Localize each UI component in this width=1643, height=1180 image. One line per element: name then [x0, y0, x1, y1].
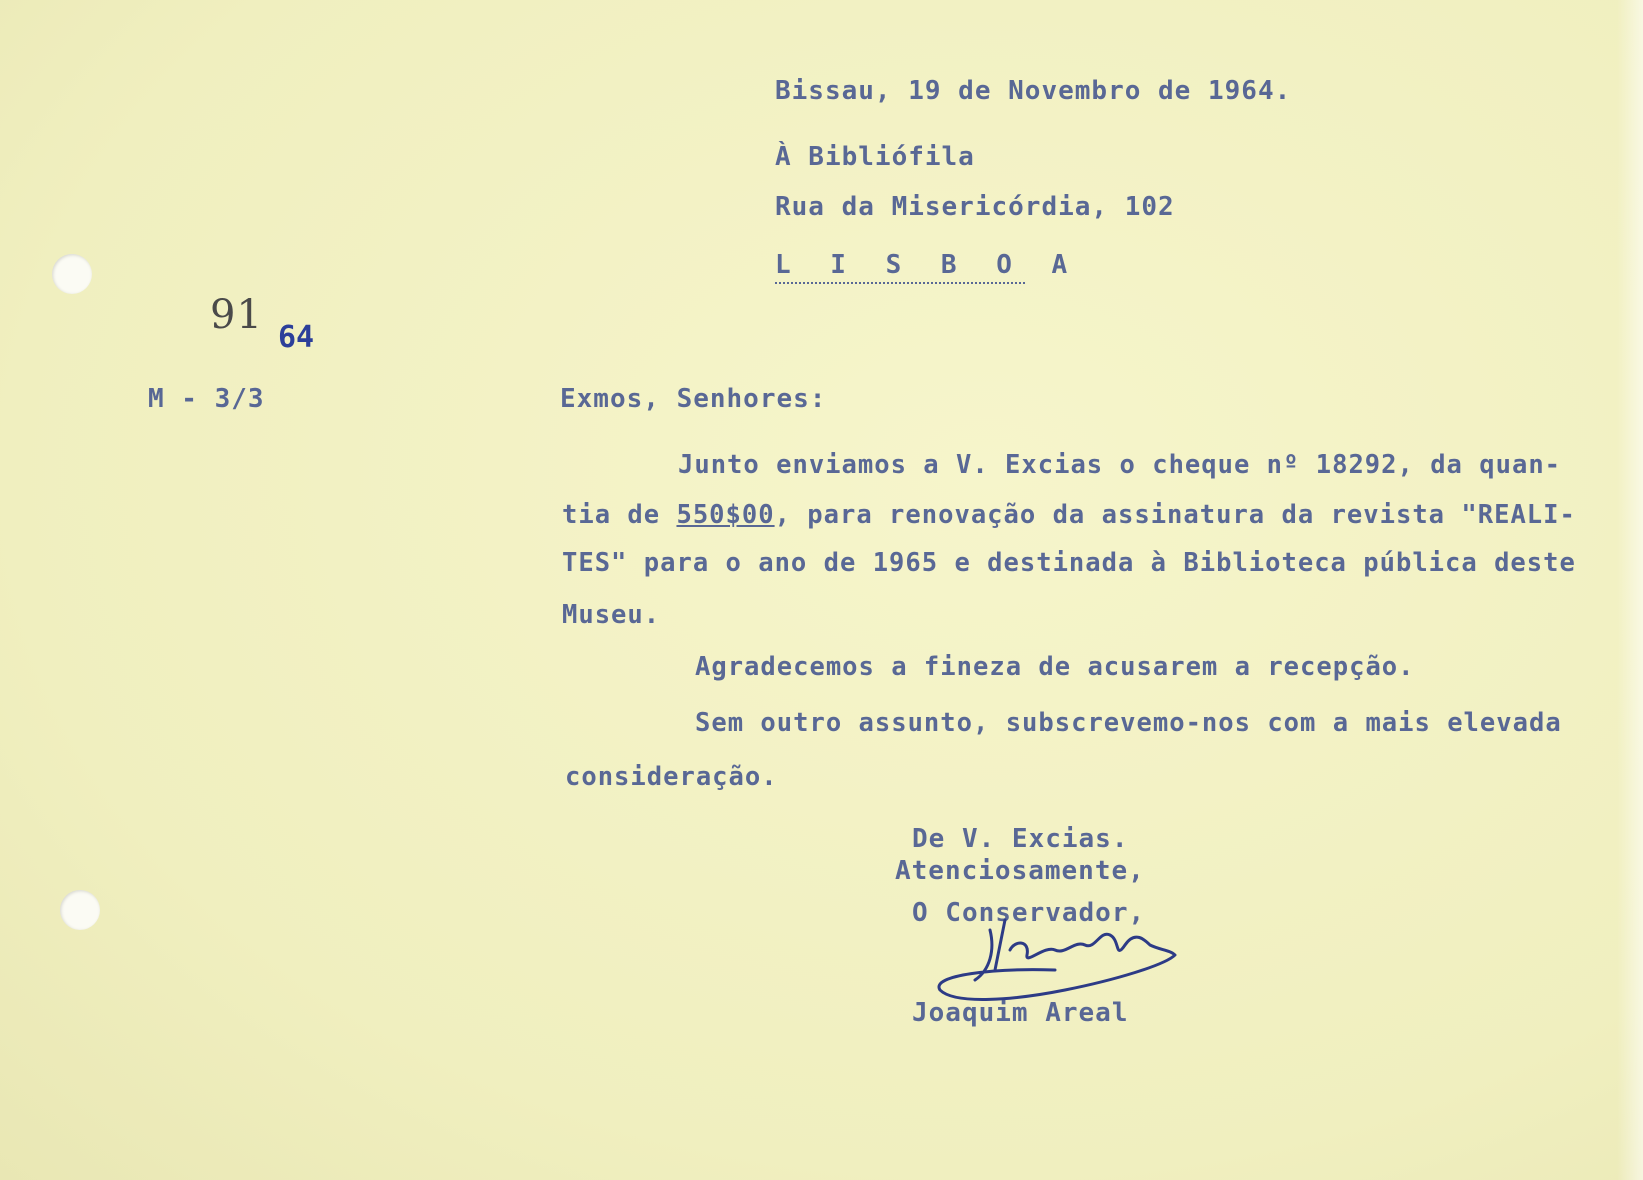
punch-hole-top [52, 254, 92, 294]
paragraph1-line1: Junto enviamos a V. Excias o cheque nº 18292, da quan- [678, 450, 1562, 480]
paragraph1-line3: TES" para o ano de 1965 e destinada à Biblioteca pública deste [562, 548, 1576, 578]
paragraph2: Agradecemos a fineza de acusarem a recepção. [695, 652, 1415, 682]
cheque-amount: 550$00 [676, 500, 775, 530]
handwritten-signature [935, 900, 1205, 1010]
paragraph3-line1: Sem outro assunto, subscrevemo-nos com a mais elevada [695, 708, 1562, 738]
paragraph3-line2: consideração. [565, 762, 778, 792]
closing-line2: Atenciosamente, [895, 856, 1145, 886]
punch-hole-bottom [60, 890, 100, 930]
date-line: Bissau, 19 de Novembro de 1964. [775, 76, 1292, 106]
handwritten-number: 91 [210, 292, 263, 338]
recipient-street: Rua da Misericórdia, 102 [775, 192, 1175, 222]
stamped-year: 64 [278, 320, 315, 355]
paragraph1-line2-suffix: , para renovação da assinatura da revista "REALI- [774, 500, 1576, 530]
paragraph1-line2 [562, 500, 1576, 530]
recipient-city: L I S B O A [775, 250, 1025, 284]
recipient-name: À Bibliófila [775, 142, 975, 172]
file-code: M - 3/3 [148, 384, 265, 414]
closing-line1: De V. Excias. [912, 824, 1129, 854]
signatory-name: Joaquim Areal [912, 998, 1129, 1028]
paper-edge [1617, 0, 1643, 1180]
paragraph1-line2-prefix: tia de [562, 500, 677, 530]
closing-line3: O Conservador, [912, 898, 1146, 928]
paragraph1-line4: Museu. [562, 600, 661, 630]
salutation: Exmos, Senhores: [560, 384, 827, 414]
